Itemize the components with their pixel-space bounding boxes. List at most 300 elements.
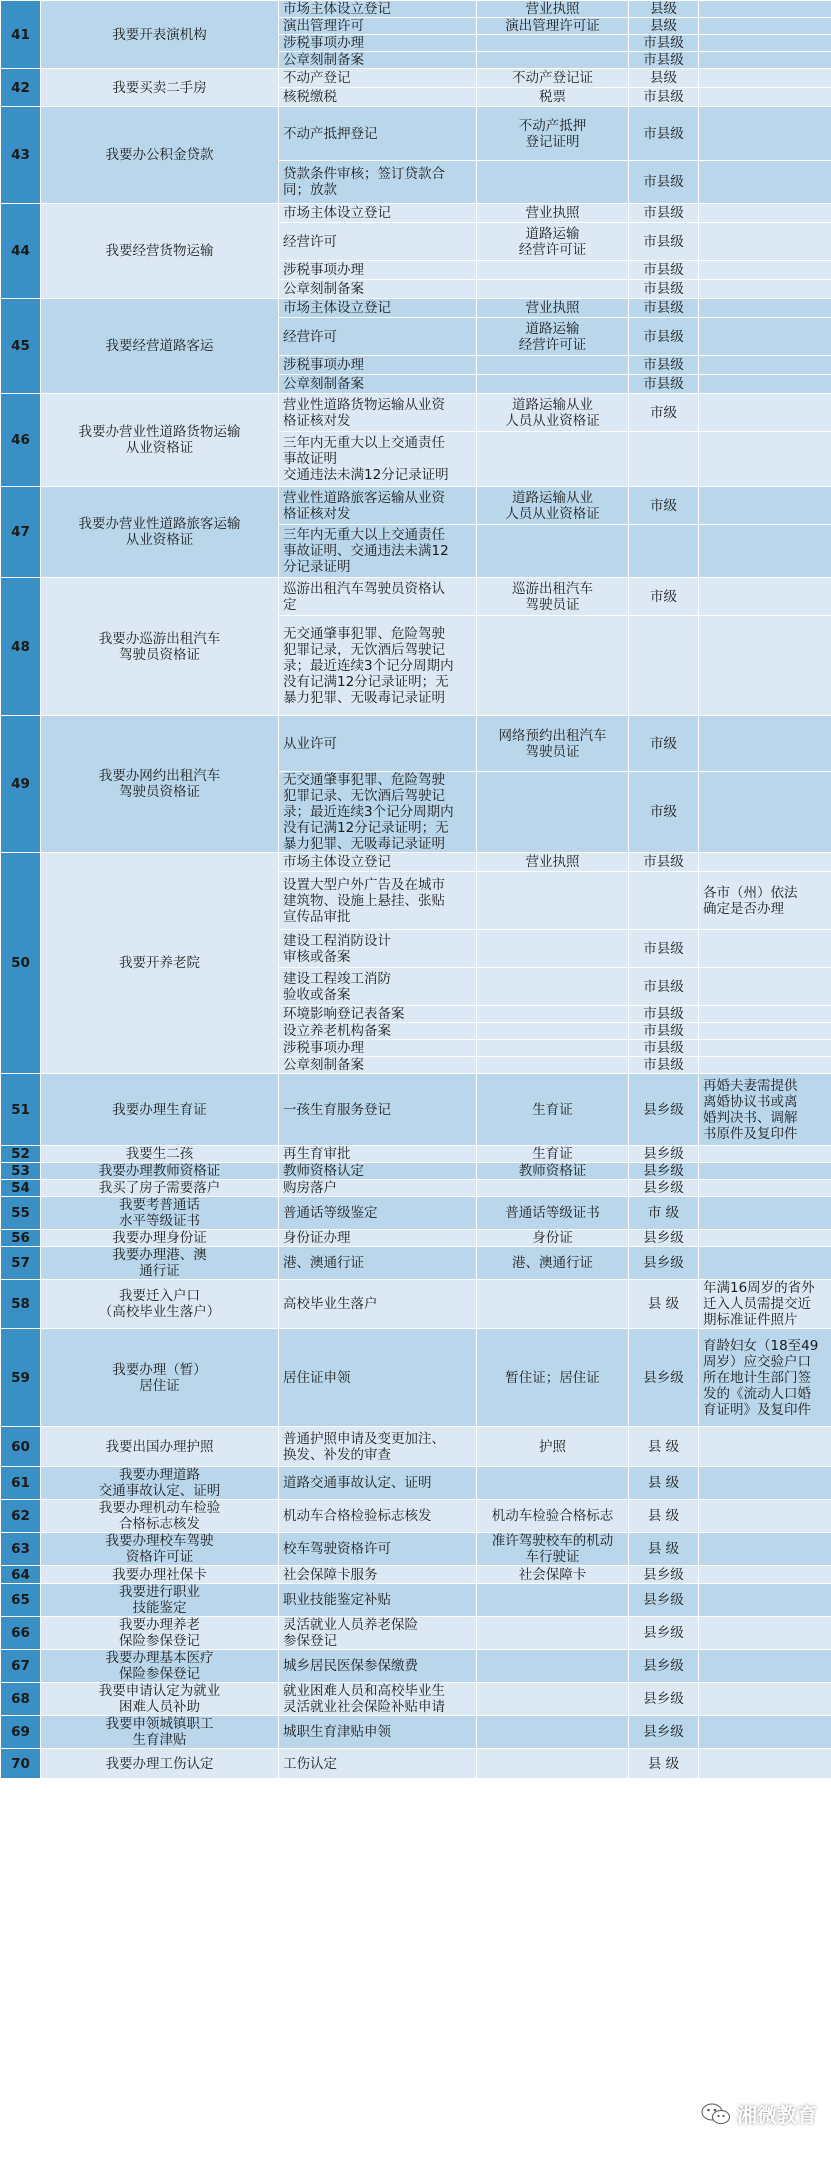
certificate <box>477 261 629 280</box>
service-item: 涉税事项办理 <box>279 1040 477 1057</box>
remark <box>699 1197 831 1230</box>
service-item: 高校毕业生落户 <box>279 1280 477 1329</box>
table-row <box>1 69 831 88</box>
service-name: 我要办网约出租汽车 驾驶员资格证 <box>41 716 279 853</box>
table-row <box>1 487 831 525</box>
remark <box>699 1467 831 1500</box>
admin-level: 市县级 <box>629 968 699 1006</box>
certificate <box>477 375 629 394</box>
table-row <box>1 299 831 318</box>
remark <box>699 1427 831 1467</box>
table-row <box>1 107 831 161</box>
service-item: 校车驾驶资格许可 <box>279 1533 477 1566</box>
admin-level: 市县级 <box>629 88 699 107</box>
remark <box>699 716 831 772</box>
table-row <box>1 1533 831 1566</box>
remark <box>699 261 831 280</box>
remark <box>699 968 831 1006</box>
certificate <box>477 356 629 375</box>
service-item: 涉税事项办理 <box>279 35 477 52</box>
service-name: 我要经营货物运输 <box>41 204 279 299</box>
admin-level: 县乡级 <box>629 1566 699 1584</box>
admin-level: 县乡级 <box>629 1074 699 1146</box>
remark <box>699 930 831 968</box>
certificate <box>477 1683 629 1716</box>
certificate: 营业执照 <box>477 1 629 18</box>
remark: 各市（州）依法 确定是否办理 <box>699 872 831 930</box>
table-row <box>1 1650 831 1683</box>
certificate <box>477 616 629 716</box>
admin-level: 市级 <box>629 716 699 772</box>
service-item: 公章刻制备案 <box>279 375 477 394</box>
service-item: 公章刻制备案 <box>279 280 477 299</box>
remark <box>699 487 831 525</box>
service-item: 公章刻制备案 <box>279 1057 477 1074</box>
row-number: 63 <box>1 1533 41 1566</box>
certificate: 不动产抵押 登记证明 <box>477 107 629 161</box>
remark <box>699 1683 831 1716</box>
admin-level: 市级 <box>629 578 699 616</box>
row-number: 65 <box>1 1584 41 1617</box>
admin-level: 市县级 <box>629 299 699 318</box>
admin-level: 市县级 <box>629 1023 699 1040</box>
certificate: 营业执照 <box>477 204 629 223</box>
remark <box>699 1006 831 1023</box>
service-item: 建设工程竣工消防 验收或备案 <box>279 968 477 1006</box>
remark <box>699 578 831 616</box>
remark <box>699 1650 831 1683</box>
remark <box>699 1617 831 1650</box>
remark <box>699 35 831 52</box>
row-number: 54 <box>1 1180 41 1197</box>
table-row <box>1 1247 831 1280</box>
remark <box>699 1584 831 1617</box>
admin-level: 市县级 <box>629 204 699 223</box>
remark <box>699 356 831 375</box>
service-item: 不动产登记 <box>279 69 477 88</box>
remark <box>699 1500 831 1533</box>
certificate <box>477 1180 629 1197</box>
service-item: 工伤认定 <box>279 1749 477 1779</box>
remark <box>699 772 831 853</box>
watermark-text: 湘微教育 <box>737 2103 817 2127</box>
certificate <box>477 525 629 578</box>
service-item: 灵活就业人员养老保险 参保登记 <box>279 1617 477 1650</box>
certificate <box>477 872 629 930</box>
remark <box>699 375 831 394</box>
table-row <box>1 1427 831 1467</box>
service-item: 购房落户 <box>279 1180 477 1197</box>
admin-level: 市县级 <box>629 1040 699 1057</box>
admin-level: 县 级 <box>629 1427 699 1467</box>
certificate <box>477 1006 629 1023</box>
certificate <box>477 1650 629 1683</box>
admin-level: 县乡级 <box>629 1329 699 1427</box>
service-item: 普通话等级鉴定 <box>279 1197 477 1230</box>
service-item: 城乡居民医保参保缴费 <box>279 1650 477 1683</box>
admin-level: 县乡级 <box>629 1146 699 1163</box>
row-number: 58 <box>1 1280 41 1329</box>
service-name: 我要办理养老 保险参保登记 <box>41 1617 279 1650</box>
service-item: 市场主体设立登记 <box>279 204 477 223</box>
admin-level: 县乡级 <box>629 1650 699 1683</box>
admin-level: 市县级 <box>629 52 699 69</box>
service-item: 港、澳通行证 <box>279 1247 477 1280</box>
remark <box>699 18 831 35</box>
row-number: 46 <box>1 394 41 487</box>
admin-level: 县 级 <box>629 1749 699 1779</box>
service-name: 我要办理道路 交通事故认定、证明 <box>41 1467 279 1500</box>
admin-level: 市级 <box>629 772 699 853</box>
service-item: 居住证申领 <box>279 1329 477 1427</box>
admin-level <box>629 525 699 578</box>
admin-level: 市县级 <box>629 853 699 872</box>
admin-level: 县乡级 <box>629 1584 699 1617</box>
service-item: 城职生育津贴申领 <box>279 1716 477 1749</box>
remark <box>699 299 831 318</box>
service-item: 涉税事项办理 <box>279 356 477 375</box>
table-row <box>1 1163 831 1180</box>
certificate: 营业执照 <box>477 853 629 872</box>
remark <box>699 1040 831 1057</box>
certificate: 港、澳通行证 <box>477 1247 629 1280</box>
row-number: 47 <box>1 487 41 578</box>
service-item: 不动产抵押登记 <box>279 107 477 161</box>
service-name: 我要办理基本医疗 保险参保登记 <box>41 1650 279 1683</box>
table-row <box>1 1329 831 1427</box>
service-item: 设立养老机构备案 <box>279 1023 477 1040</box>
service-item: 一孩生育服务登记 <box>279 1074 477 1146</box>
admin-level: 市县级 <box>629 1057 699 1074</box>
admin-level: 市县级 <box>629 280 699 299</box>
certificate: 不动产登记证 <box>477 69 629 88</box>
table-row <box>1 1683 831 1716</box>
row-number: 68 <box>1 1683 41 1716</box>
remark <box>699 88 831 107</box>
admin-level: 县乡级 <box>629 1716 699 1749</box>
remark <box>699 616 831 716</box>
certificate <box>477 1749 629 1779</box>
certificate <box>477 280 629 299</box>
certificate <box>477 1467 629 1500</box>
remark <box>699 1023 831 1040</box>
row-number: 41 <box>1 1 41 69</box>
certificate: 税票 <box>477 88 629 107</box>
certificate: 生育证 <box>477 1074 629 1146</box>
admin-level: 市级 <box>629 487 699 525</box>
remark <box>699 1716 831 1749</box>
row-number: 60 <box>1 1427 41 1467</box>
service-item: 教师资格认定 <box>279 1163 477 1180</box>
service-name: 我要办理社保卡 <box>41 1566 279 1584</box>
service-item: 无交通肇事犯罪、危险驾驶 犯罪记录、无饮酒后驾驶记 录；最近连续3个记分周期内 没有记满12分记录证明；无 暴力犯罪、无吸毒记录证明 <box>279 772 477 853</box>
service-name: 我要办理（暂） 居住证 <box>41 1329 279 1427</box>
certificate <box>477 772 629 853</box>
service-item: 演出管理许可 <box>279 18 477 35</box>
service-name: 我要生二孩 <box>41 1146 279 1163</box>
remark: 年满16周岁的省外 迁入人员需提交近 期标准证件照片 <box>699 1280 831 1329</box>
remark <box>699 69 831 88</box>
certificate: 演出管理许可证 <box>477 18 629 35</box>
certificate <box>477 1584 629 1617</box>
service-item: 贷款条件审核；签订贷款合 同；放款 <box>279 161 477 204</box>
service-item: 市场主体设立登记 <box>279 299 477 318</box>
certificate <box>477 968 629 1006</box>
service-item: 环境影响登记表备案 <box>279 1006 477 1023</box>
service-item: 三年内无重大以上交通责任 事故证明、交通违法未满12 分记录证明 <box>279 525 477 578</box>
admin-level: 市县级 <box>629 930 699 968</box>
service-item: 设置大型户外广告及在城市 建筑物、设施上悬挂、张贴 宣传品审批 <box>279 872 477 930</box>
admin-level: 市县级 <box>629 1006 699 1023</box>
certificate <box>477 161 629 204</box>
remark <box>699 394 831 432</box>
certificate: 道路运输从业 人员从业资格证 <box>477 394 629 432</box>
certificate <box>477 1617 629 1650</box>
certificate: 机动车检验合格标志 <box>477 1500 629 1533</box>
service-item: 营业性道路旅客运输从业资 格证核对发 <box>279 487 477 525</box>
row-number: 44 <box>1 204 41 299</box>
table-row <box>1 394 831 432</box>
service-name: 我要办理港、澳 通行证 <box>41 1247 279 1280</box>
certificate: 暂住证；居住证 <box>477 1329 629 1427</box>
service-name: 我要开表演机构 <box>41 1 279 69</box>
admin-level <box>629 872 699 930</box>
remark <box>699 1247 831 1280</box>
watermark <box>701 2099 817 2128</box>
certificate: 道路运输从业 人员从业资格证 <box>477 487 629 525</box>
remark <box>699 1057 831 1074</box>
remark <box>699 1180 831 1197</box>
admin-level: 市县级 <box>629 375 699 394</box>
certificate: 网络预约出租汽车 驾驶员证 <box>477 716 629 772</box>
table-row <box>1 716 831 772</box>
admin-level: 市县级 <box>629 261 699 280</box>
service-item: 社会保障卡服务 <box>279 1566 477 1584</box>
table-row <box>1 1 831 18</box>
remark <box>699 318 831 356</box>
certificate <box>477 1040 629 1057</box>
table-row <box>1 1074 831 1146</box>
row-number: 51 <box>1 1074 41 1146</box>
service-name: 我要进行职业 技能鉴定 <box>41 1584 279 1617</box>
table-row <box>1 1230 831 1247</box>
service-name: 我要迁入户口 （高校毕业生落户） <box>41 1280 279 1329</box>
remark <box>699 1163 831 1180</box>
admin-level: 市县级 <box>629 356 699 375</box>
service-item: 三年内无重大以上交通责任 事故证明 交通违法未满12分记录证明 <box>279 432 477 487</box>
table-row <box>1 1280 831 1329</box>
service-name: 我要出国办理护照 <box>41 1427 279 1467</box>
remark <box>699 223 831 261</box>
service-name: 我要开养老院 <box>41 853 279 1074</box>
row-number: 45 <box>1 299 41 394</box>
admin-level: 县乡级 <box>629 1180 699 1197</box>
admin-level: 县 级 <box>629 1280 699 1329</box>
service-item: 市场主体设立登记 <box>279 853 477 872</box>
row-number: 66 <box>1 1617 41 1650</box>
row-number: 67 <box>1 1650 41 1683</box>
table-row <box>1 1146 831 1163</box>
certificate <box>477 1023 629 1040</box>
service-name: 我要办理工伤认定 <box>41 1749 279 1779</box>
row-number: 69 <box>1 1716 41 1749</box>
certificate <box>477 930 629 968</box>
row-number: 52 <box>1 1146 41 1163</box>
admin-level: 市县级 <box>629 107 699 161</box>
admin-level: 市县级 <box>629 223 699 261</box>
service-item: 就业困难人员和高校毕业生 灵活就业社会保险补贴申请 <box>279 1683 477 1716</box>
certificate: 教师资格证 <box>477 1163 629 1180</box>
service-name: 我要办理生育证 <box>41 1074 279 1146</box>
table-row <box>1 1180 831 1197</box>
remark <box>699 52 831 69</box>
admin-level: 市县级 <box>629 161 699 204</box>
admin-level <box>629 432 699 487</box>
remark <box>699 280 831 299</box>
service-item: 建设工程消防设计 审核或备案 <box>279 930 477 968</box>
service-name: 我要考普通话 水平等级证书 <box>41 1197 279 1230</box>
row-number: 64 <box>1 1566 41 1584</box>
row-number: 49 <box>1 716 41 853</box>
row-number: 43 <box>1 107 41 204</box>
remark <box>699 853 831 872</box>
remark <box>699 204 831 223</box>
row-number: 42 <box>1 69 41 107</box>
wechat-icon <box>701 2102 731 2126</box>
row-number: 59 <box>1 1329 41 1427</box>
row-number: 56 <box>1 1230 41 1247</box>
service-name: 我要办营业性道路货物运输 从业资格证 <box>41 394 279 487</box>
service-item: 普通护照申请及变更加注、 换发、补发的审查 <box>279 1427 477 1467</box>
table-row <box>1 1197 831 1230</box>
row-number: 57 <box>1 1247 41 1280</box>
admin-level: 县级 <box>629 1 699 18</box>
service-name: 我要经营道路客运 <box>41 299 279 394</box>
certificate: 巡游出租汽车 驾驶员证 <box>477 578 629 616</box>
certificate: 道路运输 经营许可证 <box>477 223 629 261</box>
service-name: 我要办公积金贷款 <box>41 107 279 204</box>
remark <box>699 1 831 18</box>
admin-level: 市县级 <box>629 318 699 356</box>
certificate: 社会保障卡 <box>477 1566 629 1584</box>
service-item: 身份证办理 <box>279 1230 477 1247</box>
remark <box>699 1749 831 1779</box>
table-row <box>1 1716 831 1749</box>
table-row <box>1 204 831 223</box>
service-item: 涉税事项办理 <box>279 261 477 280</box>
service-name: 我要办理机动车检验 合格标志核发 <box>41 1500 279 1533</box>
service-name: 我要申领城镇职工 生育津贴 <box>41 1716 279 1749</box>
table-row <box>1 1467 831 1500</box>
remark <box>699 432 831 487</box>
remark <box>699 525 831 578</box>
certificate <box>477 52 629 69</box>
service-item: 市场主体设立登记 <box>279 1 477 18</box>
service-name: 我要买卖二手房 <box>41 69 279 107</box>
row-number: 48 <box>1 578 41 716</box>
service-item: 营业性道路货物运输从业资 格证核对发 <box>279 394 477 432</box>
admin-level: 县 级 <box>629 1533 699 1566</box>
remark <box>699 1230 831 1247</box>
certificate: 道路运输 经营许可证 <box>477 318 629 356</box>
service-item: 机动车合格检验标志核发 <box>279 1500 477 1533</box>
service-name: 我要办理身份证 <box>41 1230 279 1247</box>
admin-level: 县乡级 <box>629 1163 699 1180</box>
row-number: 70 <box>1 1749 41 1779</box>
certificate: 生育证 <box>477 1146 629 1163</box>
service-item: 道路交通事故认定、证明 <box>279 1467 477 1500</box>
certificate <box>477 432 629 487</box>
services-table-body <box>1 1 831 1779</box>
admin-level: 县乡级 <box>629 1247 699 1280</box>
certificate <box>477 35 629 52</box>
service-item: 再生育审批 <box>279 1146 477 1163</box>
service-item: 经营许可 <box>279 318 477 356</box>
table-row <box>1 1617 831 1650</box>
admin-level: 市级 <box>629 394 699 432</box>
certificate: 准许驾驶校车的机动 车行驶证 <box>477 1533 629 1566</box>
service-item: 职业技能鉴定补贴 <box>279 1584 477 1617</box>
remark <box>699 1566 831 1584</box>
remark: 再婚夫妻需提供 离婚协议书或离 婚判决书、调解 书原件及复印件 <box>699 1074 831 1146</box>
certificate: 营业执照 <box>477 299 629 318</box>
row-number: 53 <box>1 1163 41 1180</box>
table-row <box>1 1584 831 1617</box>
table-row <box>1 1566 831 1584</box>
service-item: 经营许可 <box>279 223 477 261</box>
certificate: 护照 <box>477 1427 629 1467</box>
certificate <box>477 1057 629 1074</box>
admin-level: 市县级 <box>629 35 699 52</box>
row-number: 62 <box>1 1500 41 1533</box>
admin-level: 市 级 <box>629 1197 699 1230</box>
service-item: 核税缴税 <box>279 88 477 107</box>
admin-level: 县乡级 <box>629 1683 699 1716</box>
service-item: 公章刻制备案 <box>279 52 477 69</box>
service-item: 巡游出租汽车驾驶员资格认 定 <box>279 578 477 616</box>
certificate <box>477 1280 629 1329</box>
table-row <box>1 853 831 872</box>
admin-level: 县乡级 <box>629 1617 699 1650</box>
admin-level <box>629 616 699 716</box>
service-name: 我买了房子需要落户 <box>41 1180 279 1197</box>
service-item: 从业许可 <box>279 716 477 772</box>
table-row <box>1 1500 831 1533</box>
remark <box>699 1533 831 1566</box>
row-number: 50 <box>1 853 41 1074</box>
remark <box>699 1146 831 1163</box>
service-item: 无交通肇事犯罪、危险驾驶 犯罪记录，无饮酒后驾驶记 录；最近连续3个记分周期内 没有记满12分记录证明；无 暴力犯罪、无吸毒记录证明 <box>279 616 477 716</box>
remark: 育龄妇女（18至49 周岁）应交验户口 所在地计生部门签 发的《流动人口婚 育证明》及复印件 <box>699 1329 831 1427</box>
row-number: 55 <box>1 1197 41 1230</box>
row-number: 61 <box>1 1467 41 1500</box>
service-name: 我要办营业性道路旅客运输 从业资格证 <box>41 487 279 578</box>
admin-level: 县级 <box>629 69 699 88</box>
table-row <box>1 1749 831 1779</box>
admin-level: 县 级 <box>629 1500 699 1533</box>
certificate <box>477 1716 629 1749</box>
admin-level: 县 级 <box>629 1467 699 1500</box>
certificate: 身份证 <box>477 1230 629 1247</box>
admin-level: 县乡级 <box>629 1230 699 1247</box>
service-name: 我要办理教师资格证 <box>41 1163 279 1180</box>
service-name: 我要办巡游出租汽车 驾驶员资格证 <box>41 578 279 716</box>
service-name: 我要申请认定为就业 困难人员补助 <box>41 1683 279 1716</box>
remark <box>699 107 831 161</box>
admin-level: 县级 <box>629 18 699 35</box>
service-name: 我要办理校车驾驶 资格许可证 <box>41 1533 279 1566</box>
certificate: 普通话等级证书 <box>477 1197 629 1230</box>
